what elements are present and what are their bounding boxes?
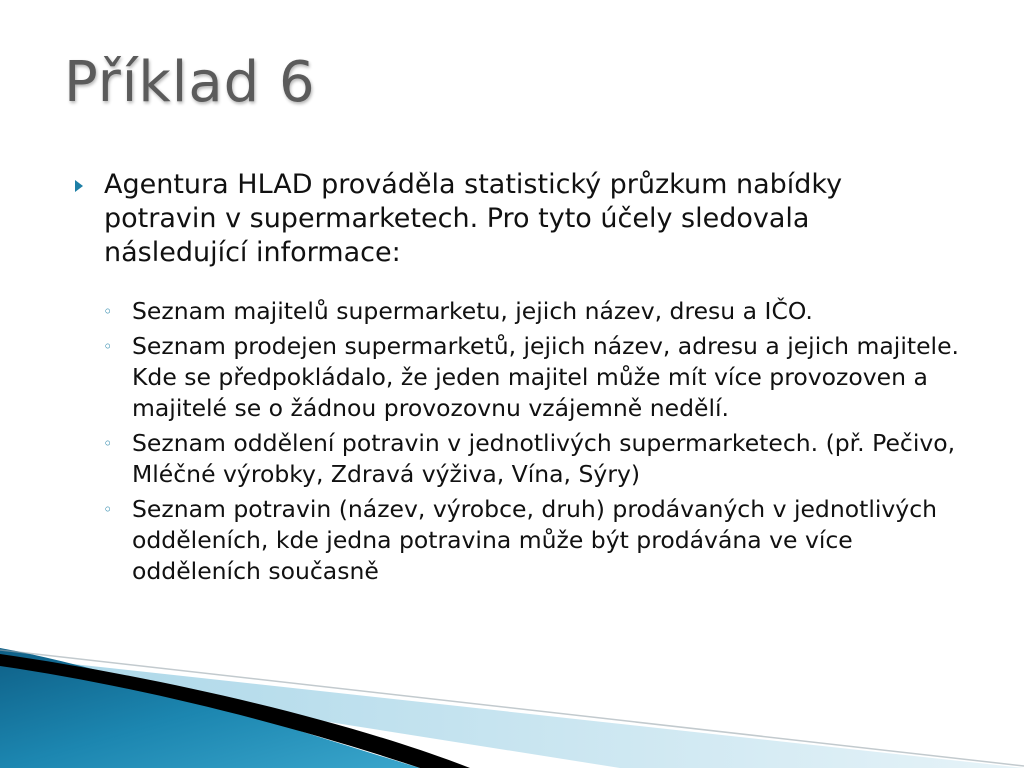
sub-bullet-text: Seznam oddělení potravin v jednotlivých supermarketech. (př. Pečivo, Mléčné výrobky, Zdravá výživa, Vína, Sýry): [132, 429, 956, 488]
sub-bullet-text: Seznam majitelů supermarketu, jejich název, dresu a IČO.: [132, 297, 813, 325]
sub-bullet-item: [100, 296, 960, 327]
decorative-swoosh: [0, 600, 1024, 768]
sub-bullet-text: Seznam prodejen supermarketů, jejich název, adresu a jejich majitele. Kde se předpokládalo, že jeden majitel může mít více provozoven a majitelé se o žádnou provozovnu vzájemně nedělí.: [132, 332, 959, 422]
sub-bullet-item: [100, 494, 960, 587]
slide-content: [100, 168, 960, 591]
sub-bullet-text: Seznam potravin (název, výrobce, druh) prodávaných v jednotlivých odděleních, kde jedna potravina může být prodávána ve více odděleních současně: [132, 495, 938, 585]
circle-outline-icon: ◦: [103, 434, 113, 453]
main-bullet-item: [100, 168, 960, 270]
sub-bullet-item: [100, 331, 960, 424]
circle-outline-icon: ◦: [103, 302, 113, 321]
circle-outline-icon: ◦: [103, 337, 113, 356]
sub-bullet-list: [100, 296, 960, 587]
main-bullet-text: Agentura HLAD prováděla statistický průzkum nabídky potravin v supermarketech. Pro tyto účely sledovala následující informace:: [104, 169, 843, 268]
circle-outline-icon: ◦: [103, 500, 113, 519]
triangle-right-icon: [75, 180, 83, 192]
sub-bullet-item: [100, 428, 960, 490]
slide-title: Příklad 6: [64, 50, 316, 115]
